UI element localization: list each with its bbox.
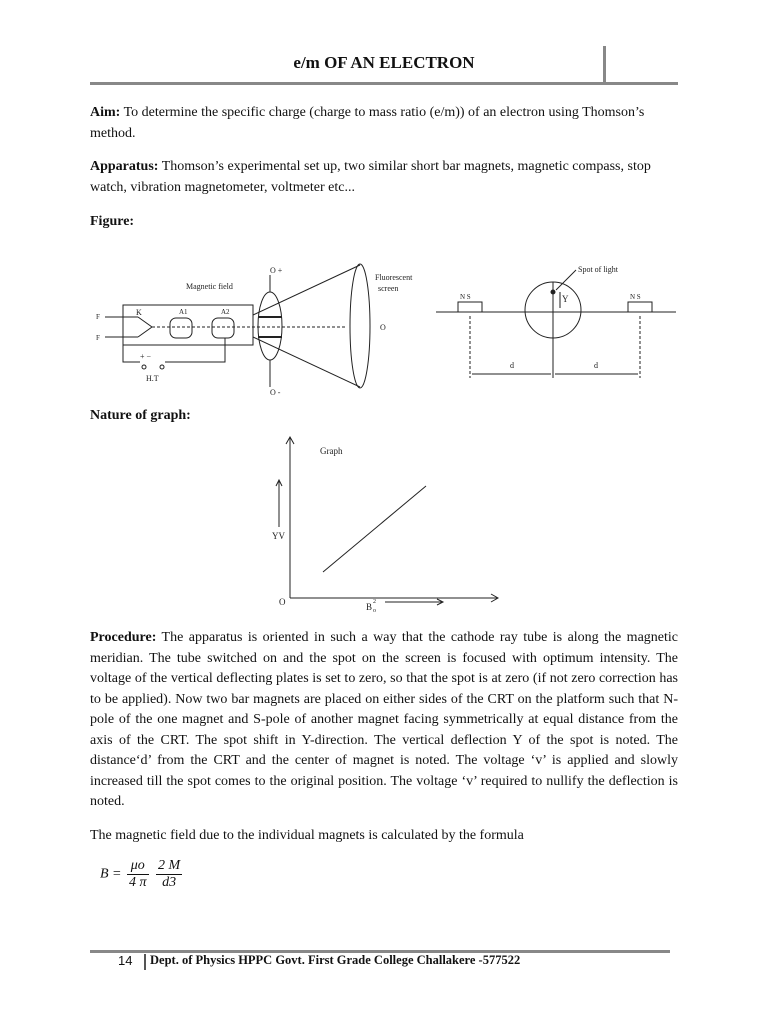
apparatus-text: Thomson’s experimental set up, two similar short bar magnets, magnetic compass, stop watch, vibration magnetometer, voltmeter etc...: [90, 159, 651, 195]
anode1-label: A1: [179, 308, 188, 316]
magnet-left: [458, 302, 482, 312]
formula-den-2: d3: [162, 875, 177, 890]
anode2: [212, 318, 234, 338]
ht-polarity-label: + −: [140, 352, 152, 361]
distance-right-label: d: [594, 361, 598, 370]
anode2-label: A2: [221, 308, 230, 316]
formula-den-1: 4 π: [129, 875, 147, 890]
footer-text: Dept. of Physics HPPC Govt. First Grade College Challakere -577522: [150, 953, 521, 967]
spot-of-light-label: Spot of light: [578, 265, 619, 274]
magnet-right-poles: N S: [630, 293, 641, 301]
plate-minus-label: O -: [270, 388, 281, 397]
yv-vs-b-graph: [260, 432, 510, 617]
magnet-left-poles: N S: [460, 293, 471, 301]
formula-num-1: μo: [127, 858, 149, 875]
figure-heading: Figure:: [90, 214, 135, 229]
procedure-label: Procedure:: [90, 630, 157, 645]
graph-line: [323, 486, 426, 572]
plate-plus-label: O +: [270, 266, 283, 275]
ht-wire-right: [165, 338, 225, 362]
filament-label-2: F: [96, 334, 100, 342]
aim-label: Aim:: [90, 105, 121, 120]
ht-terminal-plus: [142, 365, 146, 369]
screen-label: screen: [378, 284, 399, 293]
y-label: Y: [562, 294, 569, 304]
graph-x-label: B: [366, 602, 373, 612]
footer-divider: [144, 954, 146, 970]
graph-heading: Nature of graph:: [90, 408, 191, 423]
page-title: e/m OF AN ELECTRON: [293, 53, 475, 72]
aim-paragraph: [90, 103, 678, 144]
magnetic-field-formula: [100, 858, 184, 891]
screen-o-label: O: [380, 323, 386, 332]
fluorescent-label: Fluorescent: [375, 273, 413, 282]
page-number: 14: [118, 953, 133, 968]
anode1: [170, 318, 192, 338]
tube-cone-bottom: [253, 337, 360, 387]
graph-origin-label: O: [279, 597, 286, 607]
spot-pointer: [556, 270, 576, 290]
title-divider: [603, 46, 606, 82]
cathode-label: K: [136, 308, 142, 317]
title-rule: [90, 82, 678, 85]
procedure-text: The apparatus is oriented in such a way that the cathode ray tube is along the magnetic meridian. The tube switched on and the spot on the screen is focused with optimum intensity. The voltage of the vertical deflecting plates is set to zero, so that the spot is at zero (if not zero correction has to be applied). Now two bar magnets are placed on either sides of the CRT on the platform such that N-pole of the one magnet and S-pole of another magnet facing symmetrically at equal distance from the axis of the CRT. The spot shift in Y-direction. The vertical deflection Y of the spot is noted. The distance‘d’ from the CRT and the center of magnet is noted. The voltage ‘v’ is applied and slowly increased till the spot comes to the original position. The voltage ‘v’ required to nullify the deflection is noted.: [90, 630, 678, 809]
magnet-arrangement-diagram: [436, 258, 680, 383]
apparatus-label: Apparatus:: [90, 159, 159, 174]
formula-lhs: B =: [100, 866, 122, 882]
aim-text: To determine the specific charge (charge to mass ratio (e/m)) of an electron using Thomson’s method.: [90, 105, 645, 141]
ht-wire-left: [123, 345, 140, 362]
graph-x-subscript: o: [373, 608, 376, 614]
procedure-paragraph: [90, 628, 678, 813]
cathode-shape: [138, 317, 152, 337]
magnetic-field-label: Magnetic field: [186, 282, 233, 291]
fluorescent-screen: [350, 264, 370, 388]
formula-fraction-1: [127, 858, 149, 891]
thomson-setup-diagram: [90, 255, 440, 405]
ht-label: H.T: [146, 374, 159, 383]
formula-num-2: 2 M: [158, 858, 181, 873]
formula-fraction-2: [156, 858, 182, 891]
light-spot: [551, 290, 555, 294]
filament-label-1: F: [96, 313, 100, 321]
deflection-region: [258, 292, 282, 360]
apparatus-paragraph: [90, 157, 678, 198]
magnet-right: [628, 302, 652, 312]
formula-intro: The magnetic field due to the individual magnets is calculated by the formula: [90, 828, 524, 843]
graph-yv-label: YV: [272, 531, 285, 541]
graph-x-superscript: 2: [373, 599, 376, 605]
distance-left-label: d: [510, 361, 514, 370]
ht-terminal-minus: [160, 365, 164, 369]
graph-title: Graph: [320, 446, 343, 456]
